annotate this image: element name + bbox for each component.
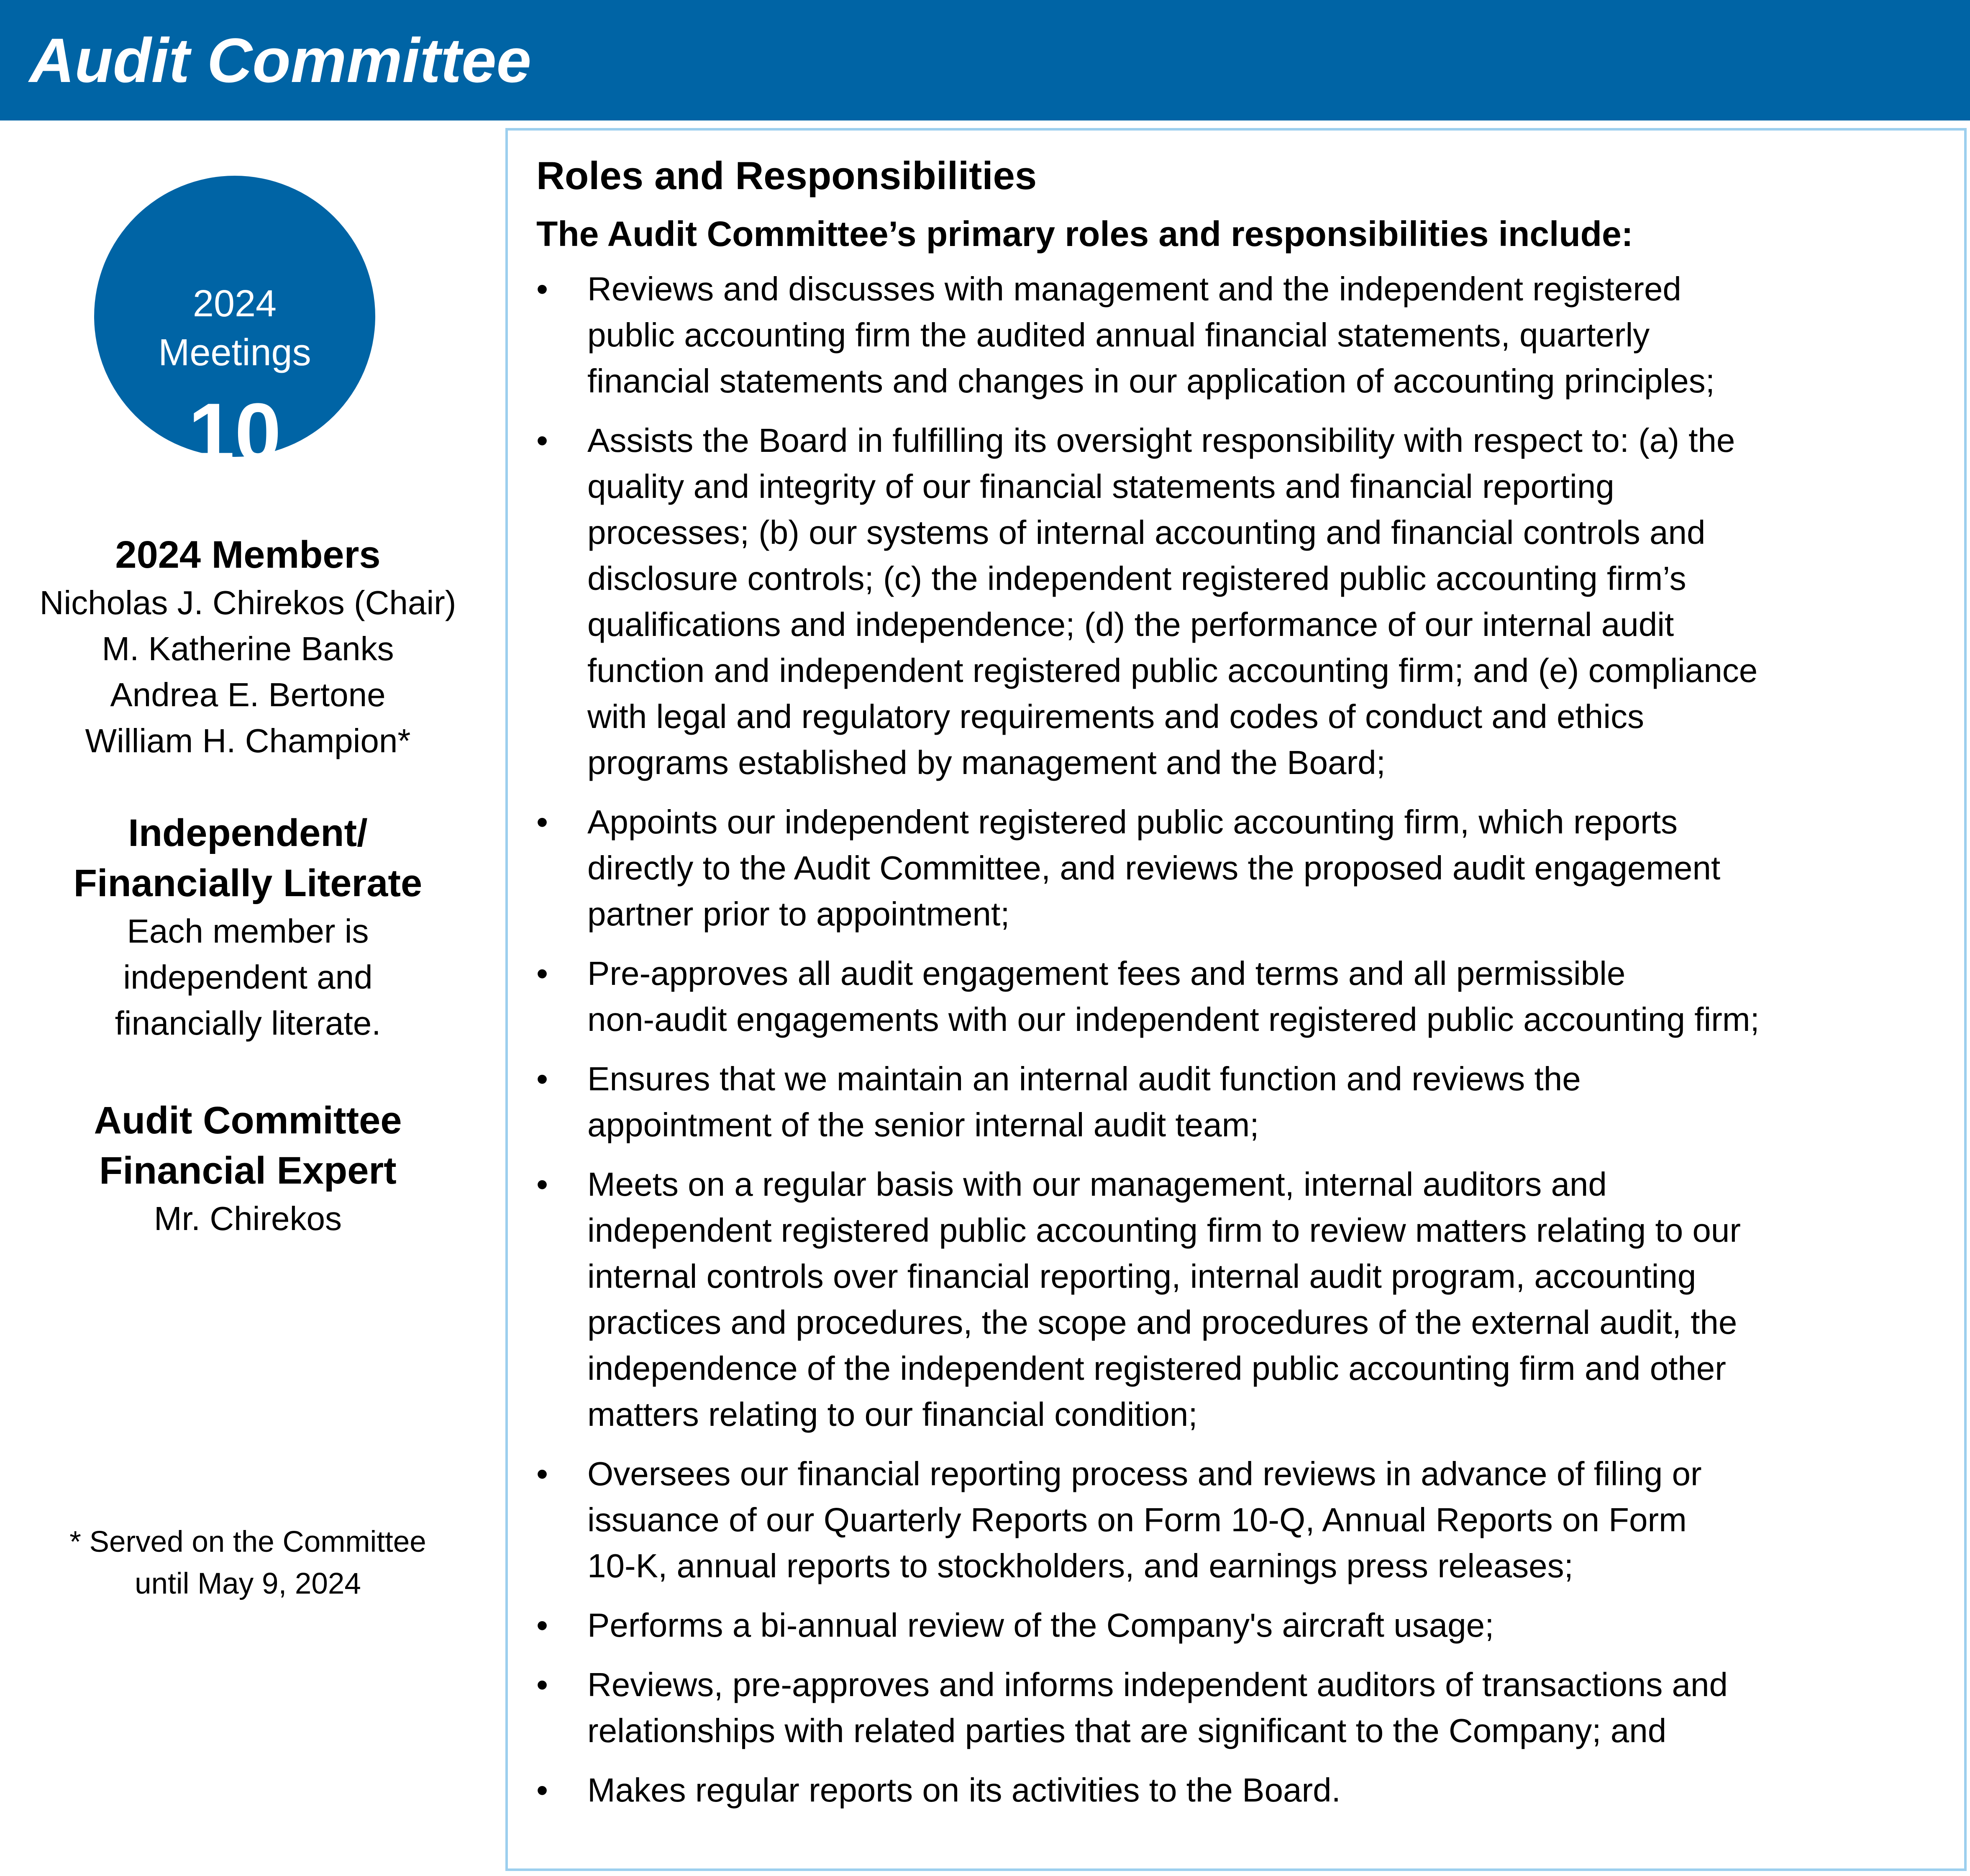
independence-text: independent and [123, 959, 373, 996]
responsibility-text: with legal and regulatory requirements and codes of conduct and ethics [587, 698, 1644, 735]
bullet-icon: • [536, 1666, 548, 1703]
meetings-badge [94, 176, 375, 479]
footnote-line: until May 9, 2024 [135, 1567, 361, 1600]
responsibility-text: Ensures that we maintain an internal audit function and reviews the [587, 1060, 1581, 1097]
responsibility-text: independent registered public accounting firm to review matters relating to our [587, 1212, 1741, 1249]
responsibility-item [536, 799, 1959, 937]
responsibility-text: independence of the independent registered public accounting firm and other [587, 1350, 1726, 1387]
responsibility-text: Pre-approves all audit engagement fees and terms and all permissible [587, 955, 1626, 992]
bullet-icon: • [536, 803, 548, 841]
responsibility-text: disclosure controls; (c) the independent registered public accounting firm’s [587, 560, 1686, 597]
financial-expert-name: Mr. Chirekos [154, 1200, 342, 1237]
independence-section [0, 808, 496, 1046]
footnote [0, 1521, 496, 1605]
member-name: William H. Champion* [85, 722, 411, 759]
members-section [0, 530, 496, 764]
responsibility-text: quality and integrity of our financial statements and financial reporting [587, 468, 1614, 505]
responsibility-item [536, 1056, 1959, 1148]
meetings-count: 10 [188, 386, 282, 479]
roles-panel [505, 128, 1967, 1871]
responsibility-text: partner prior to appointment; [587, 895, 1010, 933]
meetings-year: 2024 [192, 283, 277, 325]
bullet-icon: • [536, 270, 548, 308]
responsibility-text: Assists the Board in fulfilling its oversight responsibility with respect to: (a) the [587, 422, 1735, 459]
responsibility-text: 10-K, annual reports to stockholders, and earnings press releases; [587, 1547, 1573, 1584]
bullet-icon: • [536, 1166, 548, 1203]
responsibility-text: relationships with related parties that are significant to the Company; and [587, 1712, 1667, 1749]
responsibility-text: qualifications and independence; (d) the performance of our internal audit [587, 606, 1674, 643]
meetings-label: Meetings [158, 332, 311, 374]
responsibility-text: function and independent registered public accounting firm; and (e) compliance [587, 652, 1758, 689]
responsibility-item [536, 951, 1959, 1043]
responsibility-text: Meets on a regular basis with our management, internal auditors and [587, 1166, 1607, 1203]
independence-heading: Financially Literate [73, 862, 423, 905]
roles-title: Roles and Responsibilities [536, 154, 1037, 197]
financial-expert-heading: Financial Expert [99, 1149, 397, 1192]
roles-intro: The Audit Committee’s primary roles and responsibilities include: [536, 214, 1633, 254]
responsibilities-list [536, 266, 1959, 1827]
responsibility-text: Reviews, pre-approves and informs independent auditors of transactions and [587, 1666, 1728, 1703]
responsibility-item [536, 1662, 1959, 1754]
responsibility-item [536, 418, 1959, 786]
responsibility-item [536, 1767, 1959, 1813]
bullet-icon: • [536, 1771, 548, 1809]
bullet-icon: • [536, 1607, 548, 1644]
independence-text: Each member is [127, 912, 369, 950]
committee-sidebar [0, 120, 496, 1876]
responsibility-text: internal controls over financial reporting, internal audit program, accounting [587, 1258, 1696, 1295]
responsibility-item [536, 1602, 1959, 1648]
financial-expert-heading: Audit Committee [94, 1099, 402, 1142]
responsibility-text: directly to the Audit Committee, and reviews the proposed audit engagement [587, 849, 1721, 887]
responsibility-text: Appoints our independent registered public accounting firm, which reports [587, 803, 1678, 841]
responsibility-text: Oversees our financial reporting process and reviews in advance of filing or [587, 1455, 1702, 1492]
bullet-icon: • [536, 955, 548, 992]
responsibility-text: issuance of our Quarterly Reports on Form 10-Q, Annual Reports on Form [587, 1501, 1687, 1538]
responsibility-text: processes; (b) our systems of internal accounting and financial controls and [587, 514, 1706, 551]
bullet-icon: • [536, 1455, 548, 1492]
responsibility-text: Makes regular reports on its activities to the Board. [587, 1771, 1341, 1809]
responsibility-text: Performs a bi-annual review of the Company's aircraft usage; [587, 1607, 1494, 1644]
members-heading: 2024 Members [115, 533, 381, 576]
independence-heading: Independent/ [128, 812, 368, 854]
responsibility-text: public accounting firm the audited annual financial statements, quarterly [587, 316, 1650, 354]
responsibility-text: programs established by management and the Board; [587, 744, 1386, 781]
responsibility-text: non-audit engagements with our independent registered public accounting firm; [587, 1001, 1760, 1038]
member-name: Andrea E. Bertone [110, 676, 386, 713]
header-banner [0, 0, 1970, 120]
financial-expert-section [0, 1095, 496, 1242]
footnote-line: * Served on the Committee [69, 1525, 426, 1558]
member-name: M. Katherine Banks [102, 630, 394, 667]
responsibility-item [536, 1451, 1959, 1589]
responsibility-text: appointment of the senior internal audit team; [587, 1106, 1259, 1143]
bullet-icon: • [536, 422, 548, 459]
member-name: Nicholas J. Chirekos (Chair) [39, 584, 456, 621]
responsibility-text: matters relating to our financial condition; [587, 1396, 1198, 1433]
page-title: Audit Committee [29, 25, 531, 95]
responsibility-item [536, 266, 1959, 404]
responsibility-text: Reviews and discusses with management and the independent registered [587, 270, 1681, 308]
bullet-icon: • [536, 1060, 548, 1097]
responsibility-text: financial statements and changes in our application of accounting principles; [587, 362, 1715, 400]
independence-text: financially literate. [115, 1005, 381, 1042]
responsibility-text: practices and procedures, the scope and procedures of the external audit, the [587, 1304, 1737, 1341]
responsibility-item [536, 1161, 1959, 1438]
